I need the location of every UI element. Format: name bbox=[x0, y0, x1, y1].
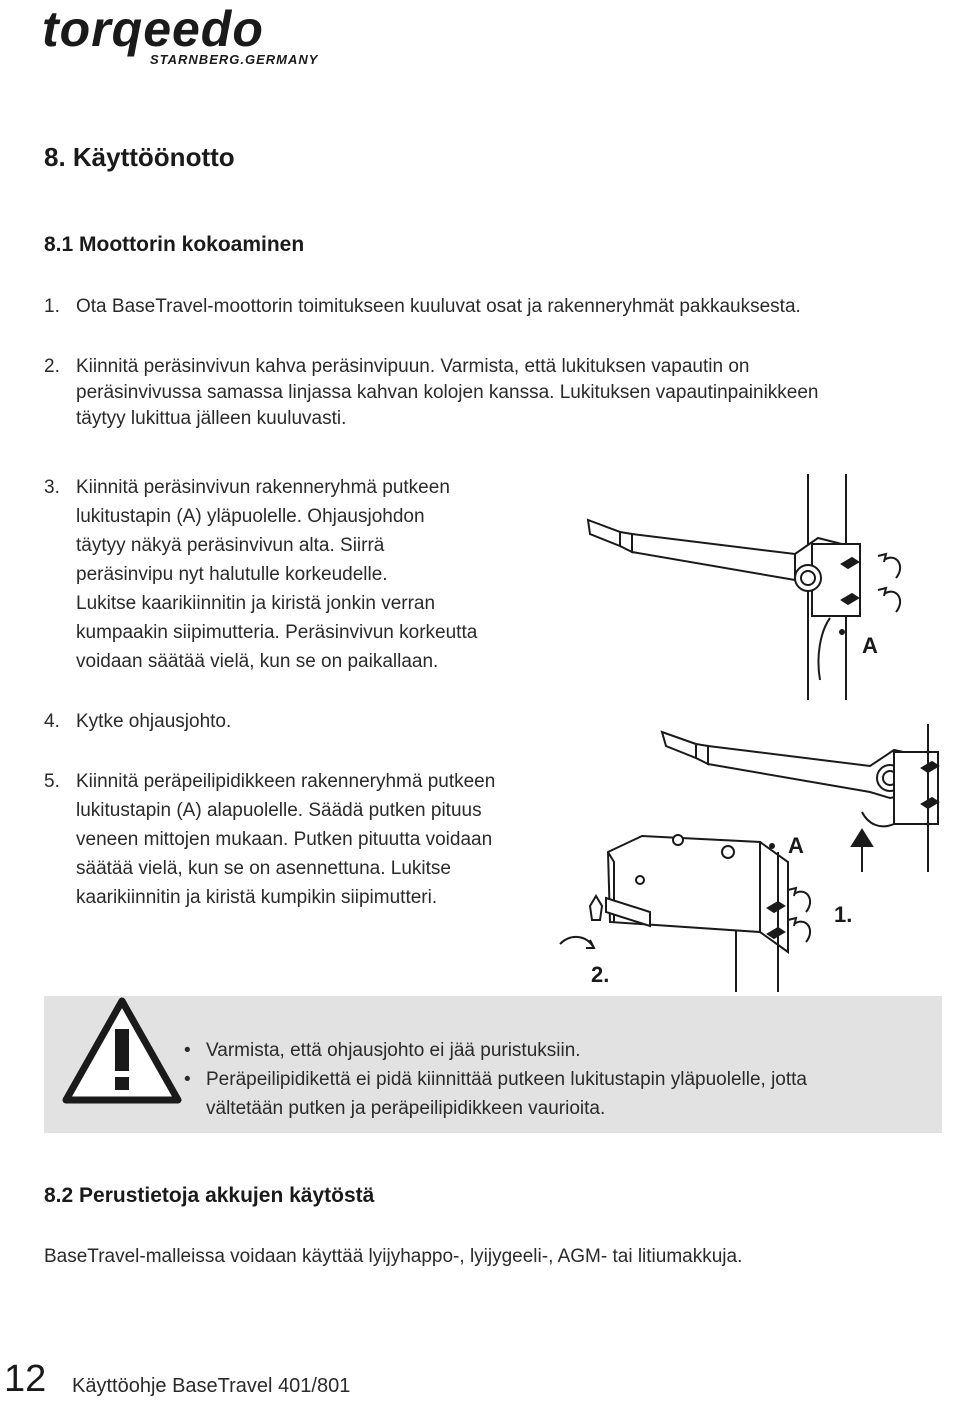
figure-step-1-label: 1. bbox=[834, 902, 853, 927]
step-1 bbox=[44, 294, 801, 320]
step-text: täytyy lukittua jälleen kuuluvasti. bbox=[76, 408, 347, 429]
step-text: peräsinvivussa samassa linjassa kahvan kolojen kanssa. Lukituksen vapautinpainikkeen bbox=[76, 382, 819, 403]
step-text: Ota BaseTravel-moottorin toimitukseen kuuluvat osat ja rakenneryhmät pakkauksesta. bbox=[76, 296, 801, 317]
step-4 bbox=[44, 709, 231, 735]
step-text: veneen mittojen mukaan. Putken pituutta voidaan bbox=[76, 829, 493, 850]
step-text: Kiinnitä peräpeilipidikkeen rakenneryhmä putkeen bbox=[76, 771, 496, 792]
torqeedo-logo bbox=[40, 4, 340, 68]
figure-step-2-label: 2. bbox=[591, 962, 610, 987]
step-text: täytyy näkyä peräsinvivun alta. Siirrä bbox=[76, 535, 385, 556]
footer-doc-title: Käyttöohje BaseTravel 401/801 bbox=[72, 1375, 351, 1397]
warning-item: • Peräpeilipidikettä ei pidä kiinnittää putkeen lukitustapin yläpuolelle, jotta bbox=[184, 1069, 807, 1090]
step-number: 5. bbox=[44, 771, 60, 792]
step-5 bbox=[44, 767, 495, 912]
step-text: kumpaakin siipimutteria. Peräsinvivun korkeutta bbox=[76, 622, 478, 643]
step-number: 2. bbox=[44, 356, 60, 377]
step-number: 3. bbox=[44, 477, 60, 498]
step-text: voidaan säätää vielä, kun se on paikallaan. bbox=[76, 651, 439, 672]
warning-item-continued: vältetään putken ja peräpeilipidikkeen vaurioita. bbox=[206, 1098, 606, 1119]
section-title: 8. Käyttöönotto bbox=[44, 142, 235, 172]
subsection-title: 8.1 Moottorin kokoaminen bbox=[44, 233, 305, 256]
step-number: 1. bbox=[44, 296, 60, 317]
warning-item: • Varmista, että ohjausjohto ei jää puristuksiin. bbox=[184, 1040, 581, 1061]
step-text: Kiinnitä peräsinvivun rakenneryhmä putkeen bbox=[76, 477, 450, 498]
step-text: Lukitse kaarikiinnitin ja kiristä jonkin verran bbox=[76, 593, 436, 614]
step-text: säätää vielä, kun se on asennettuna. Lukitse bbox=[76, 858, 451, 879]
step-text: kaarikiinnitin ja kiristä kumpikin siipimutteri. bbox=[76, 887, 438, 908]
step-text: lukitustapin (A) yläpuolelle. Ohjausjohdon bbox=[76, 506, 425, 527]
step-2 bbox=[44, 354, 818, 432]
step-number: 4. bbox=[44, 711, 60, 732]
step-text: peräsinvipu nyt halutulle korkeudelle. bbox=[76, 564, 388, 585]
logo-subtitle: STARNBERG.GERMANY bbox=[150, 52, 319, 67]
section-8-2-text: BaseTravel-malleissa voidaan käyttää lyijyhappo-, lyijygeeli-, AGM- tai litiumakkuja. bbox=[44, 1246, 743, 1267]
logo-text: torqeedo bbox=[42, 4, 264, 57]
step-text: lukitustapin (A) alapuolelle. Säädä putken pituus bbox=[76, 800, 482, 821]
lock-pin-dot bbox=[769, 843, 775, 849]
figure-label-a-bottom: A bbox=[788, 833, 804, 858]
step-text: Kiinnitä peräsinvivun kahva peräsinvipuun. Varmista, että lukituksen vapautin on bbox=[76, 356, 750, 377]
lock-pin-dot bbox=[839, 629, 845, 635]
subsection-title-8-2: 8.2 Perustietoja akkujen käytöstä bbox=[44, 1184, 375, 1207]
tiller-mount-illustration bbox=[580, 472, 960, 702]
step-text: Kytke ohjausjohto. bbox=[76, 711, 232, 732]
transom-mount-illustration bbox=[550, 712, 960, 992]
page-number: 12 bbox=[4, 1358, 47, 1400]
step-3 bbox=[44, 473, 477, 676]
figure-label-a-top: A bbox=[862, 633, 878, 658]
warning-list bbox=[184, 1036, 807, 1123]
warning-triangle-icon bbox=[62, 997, 182, 1104]
